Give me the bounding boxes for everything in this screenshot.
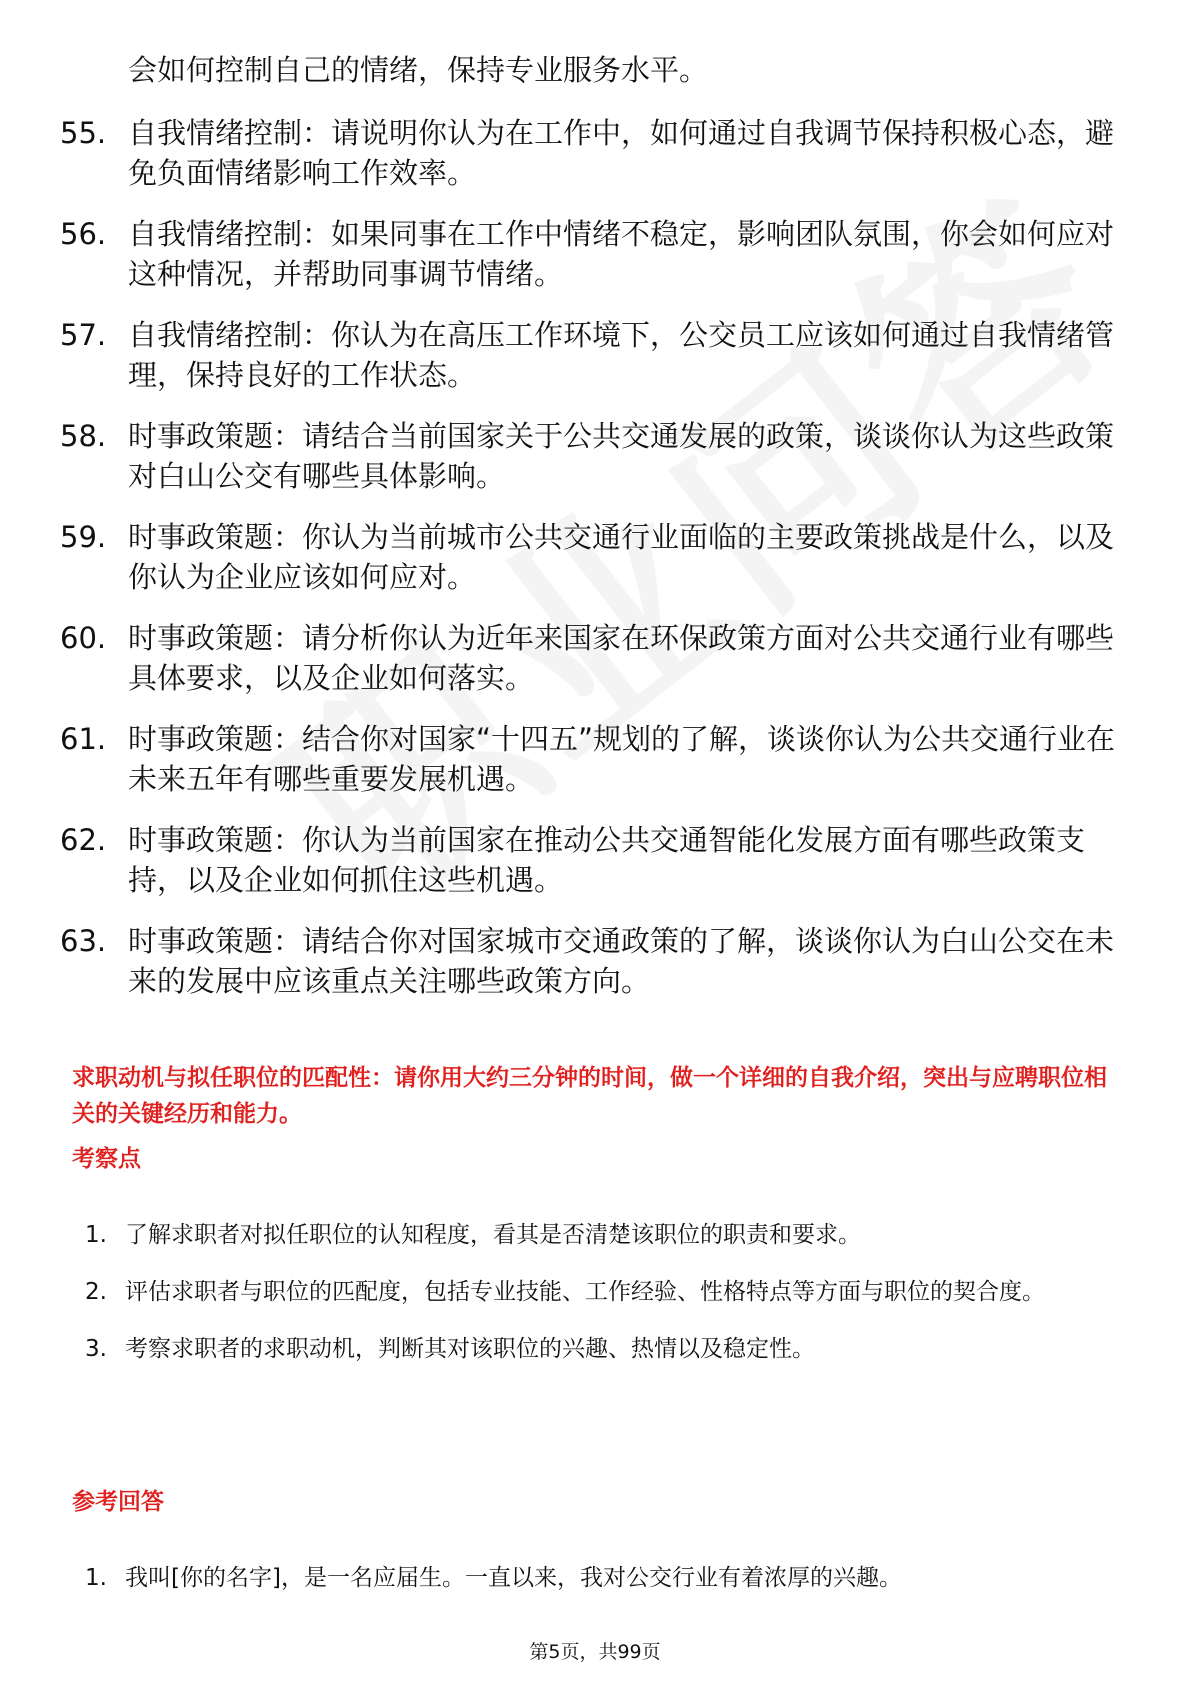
question-number: 58. xyxy=(60,419,107,453)
exam-point-number: 3. xyxy=(85,1336,107,1362)
question-number: 59. xyxy=(60,520,107,554)
question-item xyxy=(60,719,1120,799)
question-text: 自我情绪控制：如果同事在工作中情绪不稳定，影响团队氛围，你会如何应对这种情况，并帮助同事调节情绪。 xyxy=(128,217,1115,291)
section-title: 求职动机与拟任职位的匹配性：请你用大约三分钟的时间，做一个详细的自我介绍，突出与应聘职位相关的关键经历和能力。 xyxy=(72,1065,1107,1127)
question-text: 时事政策题：结合你对国家“十四五”规划的了解，谈谈你认为公共交通行业在未来五年有哪些重要发展机遇。 xyxy=(128,722,1116,796)
reference-answer-number: 1. xyxy=(85,1565,107,1591)
reference-answer-heading: 参考回答 xyxy=(72,1489,164,1515)
question-text: 时事政策题：你认为当前国家在推动公共交通智能化发展方面有哪些政策支持，以及企业如何抓住这些机遇。 xyxy=(128,823,1086,897)
exam-point-item xyxy=(85,1324,1125,1374)
question-number: 56. xyxy=(60,217,107,251)
question-item xyxy=(60,517,1120,597)
exam-point-number: 1. xyxy=(85,1222,107,1248)
page-footer: 第5页，共99页 xyxy=(529,1641,661,1663)
question-item xyxy=(60,113,1120,193)
question-continuation: 会如何控制自己的情绪，保持专业服务水平。 xyxy=(128,53,709,87)
exam-points-heading: 考察点 xyxy=(72,1146,141,1172)
exam-point-text: 了解求职者对拟任职位的认知程度，看其是否清楚该职位的职责和要求。 xyxy=(125,1222,861,1248)
question-number: 60. xyxy=(60,621,107,655)
question-text: 时事政策题：请结合当前国家关于公共交通发展的政策，谈谈你认为这些政策对白山公交有哪些具体影响。 xyxy=(128,419,1115,493)
question-number: 55. xyxy=(60,116,107,150)
exam-point-item xyxy=(85,1210,1125,1260)
exam-points-list xyxy=(85,1210,1125,1381)
question-text: 自我情绪控制：请说明你认为在工作中，如何通过自我调节保持积极心态，避免负面情绪影响工作效率。 xyxy=(128,116,1115,190)
question-text: 时事政策题：请分析你认为近年来国家在环保政策方面对公共交通行业有哪些具体要求，以及企业如何落实。 xyxy=(128,621,1115,695)
reference-answer-item xyxy=(85,1553,1125,1603)
question-item xyxy=(60,416,1120,496)
exam-point-item xyxy=(85,1267,1125,1317)
question-number: 63. xyxy=(60,924,107,958)
question-number: 61. xyxy=(60,722,107,756)
question-text: 自我情绪控制：你认为在高压工作环境下，公交员工应该如何通过自我情绪管理，保持良好的工作状态。 xyxy=(128,318,1115,392)
question-list xyxy=(60,113,1120,1022)
question-number: 62. xyxy=(60,823,107,857)
exam-point-number: 2. xyxy=(85,1279,107,1305)
question-item xyxy=(60,315,1120,395)
question-number: 57. xyxy=(60,318,107,352)
exam-point-text: 评估求职者与职位的匹配度，包括专业技能、工作经验、性格特点等方面与职位的契合度。 xyxy=(125,1279,1045,1305)
reference-answer-list xyxy=(85,1553,1125,1610)
question-item xyxy=(60,214,1120,294)
exam-point-text: 考察求职者的求职动机，判断其对该职位的兴趣、热情以及稳定性。 xyxy=(125,1336,815,1362)
question-text: 时事政策题：你认为当前城市公共交通行业面临的主要政策挑战是什么，以及你认为企业应该如何应对。 xyxy=(128,520,1115,594)
question-item xyxy=(60,921,1120,1001)
question-item xyxy=(60,618,1120,698)
reference-answer-text: 我叫[你的名字]，是一名应届生。一直以来，我对公交行业有着浓厚的兴趣。 xyxy=(125,1565,902,1591)
question-item xyxy=(60,820,1120,900)
question-text: 时事政策题：请结合你对国家城市交通政策的了解，谈谈你认为白山公交在未来的发展中应该重点关注哪些政策方向。 xyxy=(128,924,1115,998)
